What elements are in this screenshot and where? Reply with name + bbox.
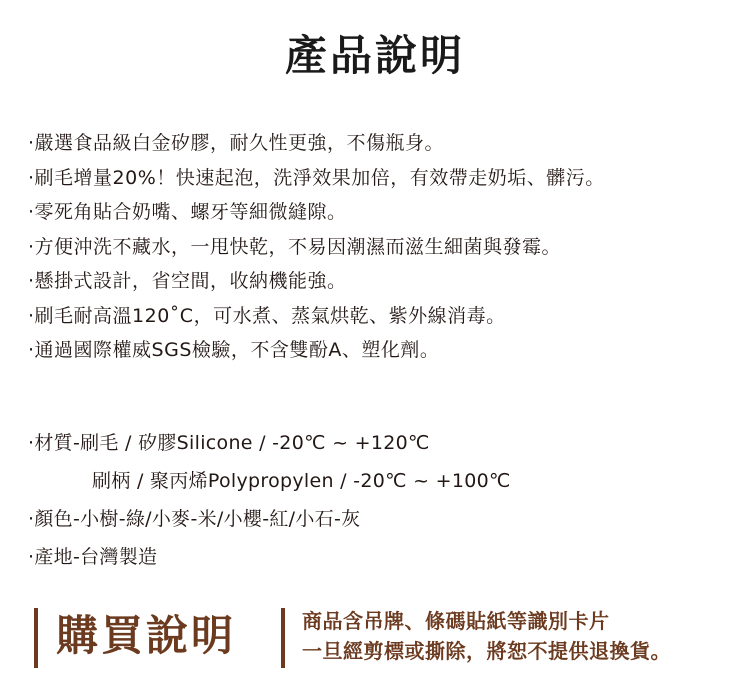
feature-list [28,126,605,368]
feature-item: ‧通過國際權威SGS檢驗，不含雙酚A、塑化劑。 [28,339,440,361]
spec-material-handle: 刷柄 / 聚丙烯Polypropylen / -20℃ ~ +100℃ [92,470,511,492]
page-title: 產品說明 [284,31,465,80]
divider-bar [34,608,38,668]
feature-item: ‧嚴選食品級白金矽膠，耐久性更強，不傷瓶身。 [28,132,445,154]
feature-item: ‧刷毛增量20%！快速起泡，洗淨效果加倍，有效帶走奶垢、髒污。 [28,166,605,189]
purchase-note [302,606,671,666]
purchase-note-line: 商品含吊牌、條碼貼紙等識別卡片 [302,609,610,633]
purchase-note-line: 一旦經剪標或撕除，將恕不提供退換貨。 [302,639,671,663]
spec-list [28,424,511,576]
spec-origin: ‧產地-台灣製造 [28,546,158,568]
feature-item: ‧懸掛式設計，省空間，收納機能強。 [28,270,347,292]
divider-bar [281,608,285,668]
spec-material: ‧材質-刷毛 / 矽膠Silicone / -20℃ ~ +120℃ [28,432,430,454]
feature-item: ‧刷毛耐高溫120˚C，可水煮、蒸氣烘乾、紫外線消毒。 [28,304,506,327]
spec-colors: ‧顏色-小樹-綠/小麥-米/小櫻-紅/小石-灰 [28,508,361,530]
feature-item: ‧零死角貼合奶嘴、螺牙等細微縫隙。 [28,201,347,223]
feature-item: ‧方便沖洗不藏水，一甩快乾，不易因潮濕而滋生細菌與發霉。 [28,235,562,258]
purchase-title: 購買說明 [56,611,237,660]
